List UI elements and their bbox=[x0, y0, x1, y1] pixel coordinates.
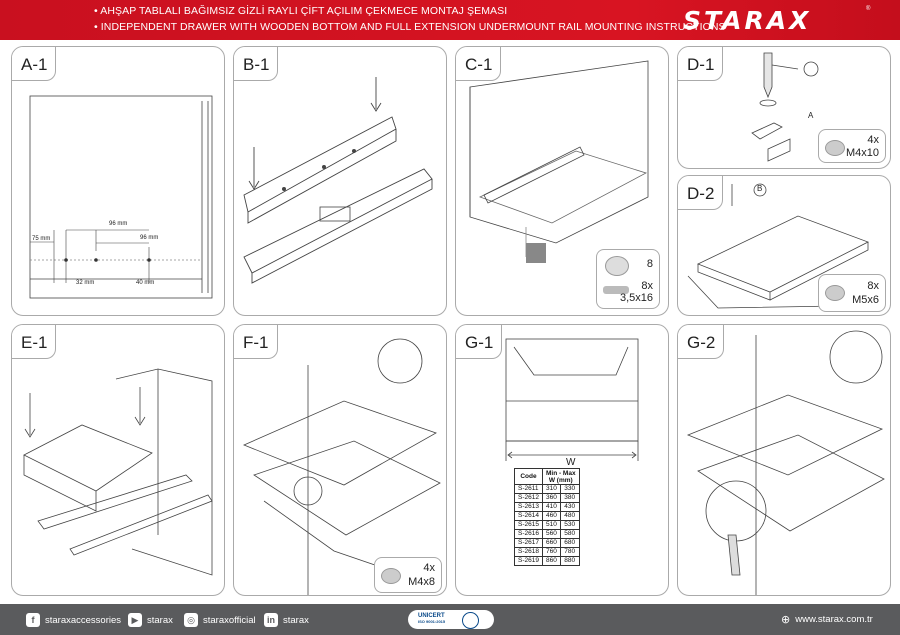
instagram-link[interactable] bbox=[184, 613, 256, 627]
title-english: • INDEPENDENT DRAWER WITH WOODEN BOTTOM AND FULL EXTENSION UNDERMOUNT RAIL MOUNTING INSTRUCTIONS bbox=[94, 21, 726, 33]
panel-tag: D-1 bbox=[678, 47, 723, 81]
youtube-link[interactable] bbox=[128, 613, 173, 627]
cell-min: 460 bbox=[542, 512, 560, 521]
cell-code: S-2615 bbox=[515, 521, 543, 530]
panel-a1 bbox=[11, 46, 225, 316]
cell-min: 760 bbox=[542, 548, 560, 557]
cell-code: S-2619 bbox=[515, 557, 543, 566]
cell-code: S-2611 bbox=[515, 485, 543, 494]
cell-max: 380 bbox=[561, 494, 579, 503]
cell-code: S-2613 bbox=[515, 503, 543, 512]
screw-count: 4x bbox=[867, 134, 879, 146]
youtube-icon: ▶ bbox=[128, 613, 142, 627]
table-row bbox=[515, 521, 580, 530]
panel-e1 bbox=[11, 324, 225, 596]
screw-size: M4x8 bbox=[408, 576, 435, 588]
size-table bbox=[514, 468, 580, 566]
instagram-icon: ◎ bbox=[184, 613, 198, 627]
cell-min: 660 bbox=[542, 539, 560, 548]
cell-min: 410 bbox=[542, 503, 560, 512]
screw-badge bbox=[374, 557, 442, 593]
table-row bbox=[515, 530, 580, 539]
starax-logo: STARAX bbox=[683, 6, 812, 35]
linkedin-icon: in bbox=[264, 613, 278, 627]
table-header-row bbox=[515, 469, 580, 485]
cell-min: 310 bbox=[542, 485, 560, 494]
table-row bbox=[515, 503, 580, 512]
panel-tag: B-1 bbox=[234, 47, 278, 81]
footer-bar bbox=[0, 604, 900, 635]
screw-count: 8x bbox=[867, 280, 879, 292]
cell-code: S-2616 bbox=[515, 530, 543, 539]
cap-badge bbox=[596, 249, 660, 309]
table-row bbox=[515, 512, 580, 521]
screw-icon bbox=[825, 140, 845, 156]
panel-tag: F-1 bbox=[234, 325, 278, 359]
dim-40: 40 mm bbox=[136, 280, 155, 286]
col-width: Min - Max W (mm) bbox=[542, 469, 579, 485]
table-row bbox=[515, 548, 580, 557]
panel-g2 bbox=[677, 324, 891, 596]
cell-code: S-2618 bbox=[515, 548, 543, 557]
certification-badge bbox=[408, 610, 494, 629]
panel-f1 bbox=[233, 324, 447, 596]
panel-c1 bbox=[455, 46, 669, 316]
cell-max: 880 bbox=[561, 557, 579, 566]
panel-d2 bbox=[677, 175, 891, 316]
rail-mounting-drawing bbox=[234, 47, 446, 315]
panel-tag: A-1 bbox=[12, 47, 56, 81]
width-label: W bbox=[566, 457, 576, 468]
registered-mark: ® bbox=[866, 6, 871, 12]
panel-tag: E-1 bbox=[12, 325, 56, 359]
cell-code: S-2617 bbox=[515, 539, 543, 548]
globe-icon: ⊕ bbox=[781, 614, 791, 626]
website-link[interactable] bbox=[781, 613, 873, 626]
drawer-removal-drawing bbox=[678, 325, 890, 595]
facebook-icon: f bbox=[26, 613, 40, 627]
panel-tag: G-2 bbox=[678, 325, 724, 359]
title-turkish: • AHŞAP TABLALI BAĞIMSIZ GİZLİ RAYLI ÇİFT AÇILIM ÇEKMECE MONTAJ ŞEMASI bbox=[94, 5, 508, 17]
panel-tag: C-1 bbox=[456, 47, 501, 81]
table-row bbox=[515, 557, 580, 566]
drawer-installed-drawing bbox=[234, 325, 446, 595]
cell-min: 510 bbox=[542, 521, 560, 530]
panel-d1 bbox=[677, 46, 891, 169]
dim-96b: 96 mm bbox=[140, 235, 159, 241]
screw-count: 8x bbox=[641, 280, 653, 292]
instagram-label: staraxofficial bbox=[203, 614, 256, 626]
screw-size: 3,5x16 bbox=[619, 292, 653, 304]
dim-75: 75 mm bbox=[32, 236, 51, 242]
facebook-label: staraxaccessories bbox=[45, 614, 122, 626]
cell-max: 680 bbox=[561, 539, 579, 548]
dim-32: 32 mm bbox=[76, 280, 95, 286]
panel-tag: D-2 bbox=[678, 176, 723, 210]
cell-min: 560 bbox=[542, 530, 560, 539]
facebook-link[interactable] bbox=[26, 613, 121, 627]
panel-g1 bbox=[455, 324, 669, 596]
screw-count: 4x bbox=[423, 562, 435, 574]
screw-icon bbox=[825, 285, 845, 301]
screw-size: M5x6 bbox=[852, 294, 879, 306]
panel-b1 bbox=[233, 46, 447, 316]
cap-icon bbox=[605, 256, 629, 276]
cert-text: UNICERT ISO 9001:2015 bbox=[418, 613, 446, 624]
cell-max: 480 bbox=[561, 512, 579, 521]
cell-code: S-2612 bbox=[515, 494, 543, 503]
cert-seal-icon bbox=[462, 612, 479, 629]
cabinet-side-drawing bbox=[12, 47, 224, 315]
website-label: www.starax.com.tr bbox=[795, 614, 873, 625]
screw-size: M4x10 bbox=[845, 147, 879, 159]
screw-icon bbox=[381, 568, 401, 584]
dim-96a: 96 mm bbox=[109, 221, 128, 227]
header-bar bbox=[0, 0, 900, 40]
screw-badge bbox=[818, 274, 886, 312]
callout-b: B bbox=[757, 184, 763, 193]
cell-code: S-2614 bbox=[515, 512, 543, 521]
cell-min: 360 bbox=[542, 494, 560, 503]
callout-a: A bbox=[808, 111, 814, 120]
table-row bbox=[515, 485, 580, 494]
table-row bbox=[515, 494, 580, 503]
screw-badge bbox=[818, 129, 886, 163]
col-code: Code bbox=[515, 469, 543, 485]
drawer-insertion-drawing bbox=[12, 325, 224, 595]
cell-max: 430 bbox=[561, 503, 579, 512]
cell-min: 860 bbox=[542, 557, 560, 566]
linkedin-link[interactable] bbox=[264, 613, 309, 627]
cell-max: 530 bbox=[561, 521, 579, 530]
linkedin-label: starax bbox=[283, 614, 309, 626]
panel-tag: G-1 bbox=[456, 325, 502, 359]
cell-max: 780 bbox=[561, 548, 579, 557]
youtube-label: starax bbox=[147, 614, 173, 626]
cap-count: 8 bbox=[646, 258, 653, 270]
table-row bbox=[515, 539, 580, 548]
cell-max: 330 bbox=[561, 485, 579, 494]
cell-max: 580 bbox=[561, 530, 579, 539]
